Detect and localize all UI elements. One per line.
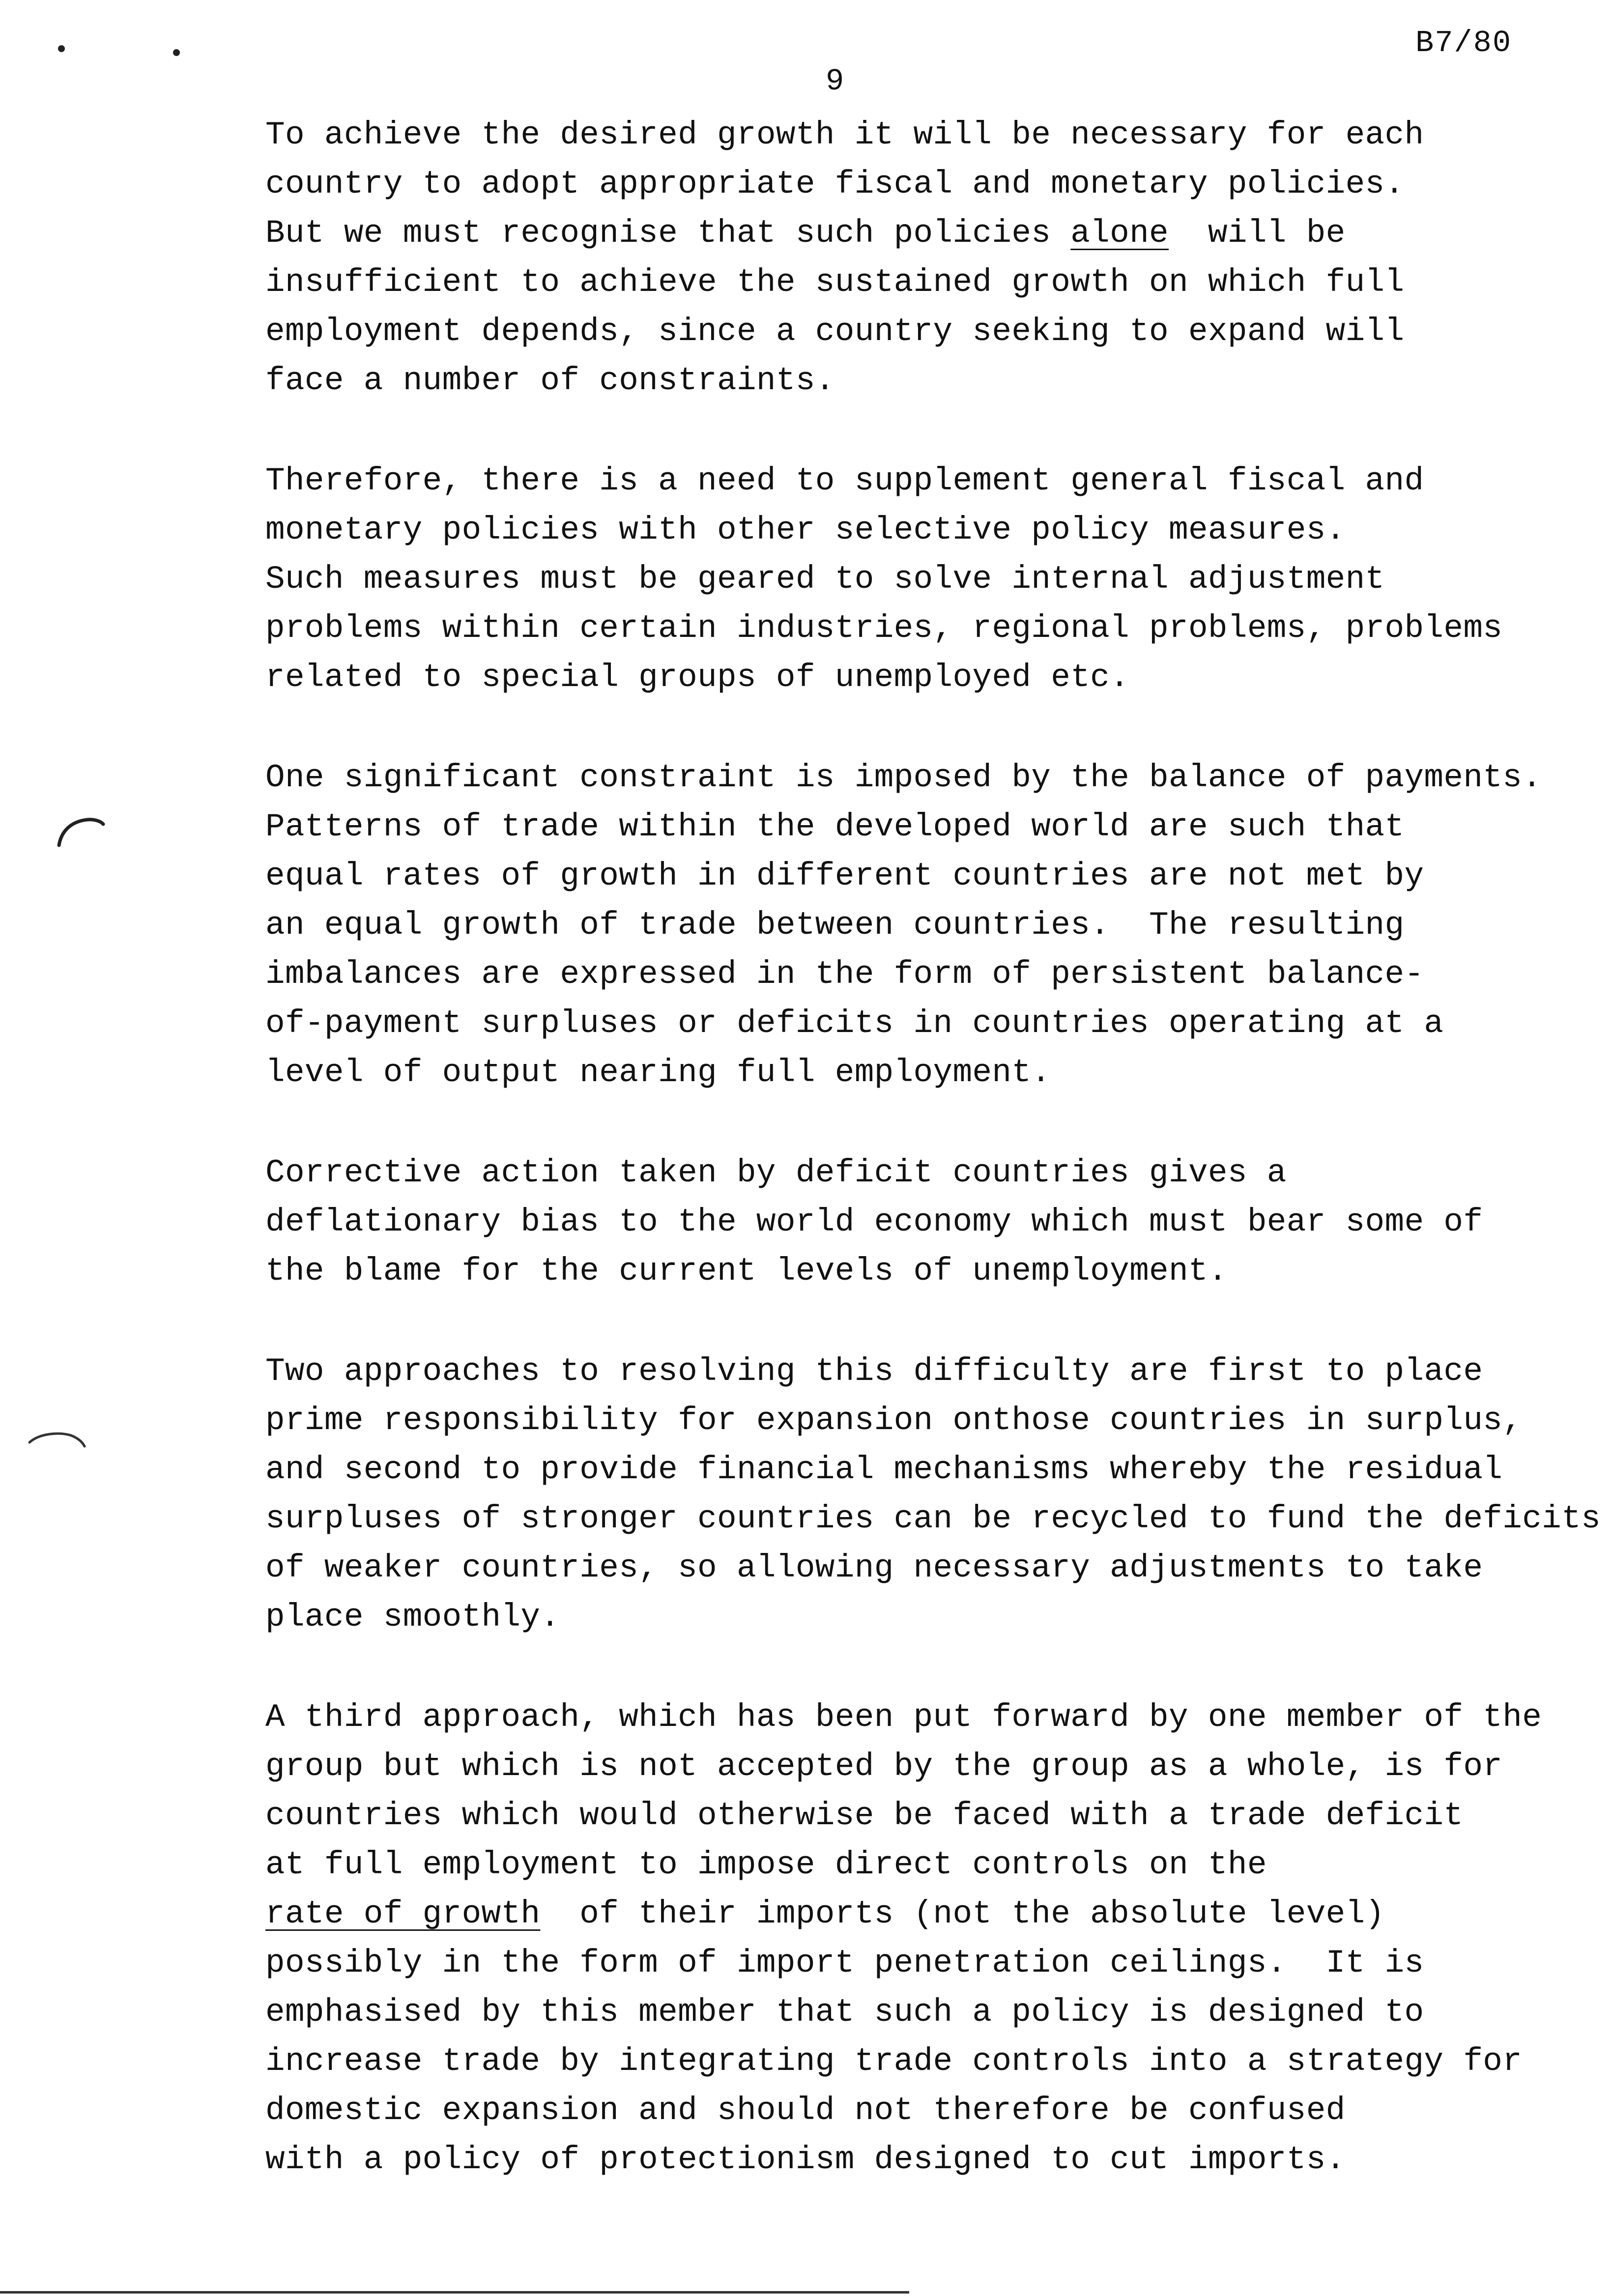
text-line: and second to provide financial mechanisms whereby the residual — [265, 1451, 1503, 1488]
paragraph-6 — [265, 1693, 1602, 2184]
text-line: domestic expansion and should not therefore be confused — [265, 2092, 1346, 2129]
document-body — [265, 111, 1602, 2236]
underlined-phrase: rate of growth — [265, 1895, 541, 1932]
text-line: problems within certain industries, regional problems, problems — [265, 610, 1503, 647]
text-line: Two approaches to resolving this difficulty are first to place — [265, 1353, 1483, 1390]
text-line: One significant constraint is imposed by the balance of payments. — [265, 759, 1542, 796]
text-line: the blame for the current levels of unemployment. — [265, 1253, 1228, 1290]
paragraph-4 — [265, 1148, 1602, 1296]
scan-dot-2 — [173, 49, 180, 56]
text-line: with a policy of protectionism designed to cut imports. — [265, 2141, 1346, 2178]
text-line: at full employment to impose direct controls on the — [265, 1846, 1267, 1883]
text-line: face a number of constraints. — [265, 362, 835, 399]
text-line: level of output nearing full employment. — [265, 1054, 1051, 1091]
paragraph-2 — [265, 457, 1602, 702]
text-line: deflationary bias to the world economy which must bear some of — [265, 1204, 1483, 1240]
text-line: possibly in the form of import penetration ceilings. It is — [265, 1945, 1424, 1981]
text-line: prime responsibility for expansion onthose countries in surplus, — [265, 1402, 1523, 1439]
reference-code: B7/80 — [1415, 26, 1512, 60]
text-line: emphasised by this member that such a policy is designed to — [265, 1994, 1424, 2031]
text-line: country to adopt appropriate fiscal and monetary policies. — [265, 166, 1405, 202]
text-line: equal rates of growth in different countries are not met by — [265, 858, 1424, 894]
text-line: To achieve the desired growth it will be necessary for each — [265, 116, 1424, 153]
text-line: surpluses of stronger countries can be recycled to fund the deficits — [265, 1500, 1601, 1537]
text-segment: will be — [1169, 215, 1346, 252]
text-line: countries which would otherwise be faced with a trade deficit — [265, 1797, 1464, 1834]
margin-mark-2 — [25, 1428, 93, 1452]
scan-dot-1 — [58, 45, 65, 52]
text-segment: of their imports (not the absolute level) — [540, 1895, 1385, 1932]
page-number: 9 — [826, 64, 844, 99]
text-line — [265, 1890, 1602, 1939]
text-line: Corrective action taken by deficit countries gives a — [265, 1154, 1287, 1191]
text-line: related to special groups of unemployed etc. — [265, 659, 1130, 696]
text-line: an equal growth of trade between countries. The resulting — [265, 907, 1405, 944]
text-line: employment depends, since a country seeking to expand will — [265, 313, 1405, 350]
text-line: group but which is not accepted by the group as a whole, is for — [265, 1748, 1503, 1785]
text-line: place smoothly. — [265, 1599, 560, 1636]
paragraph-3 — [265, 753, 1602, 1097]
text-line: A third approach, which has been put forward by one member of the — [265, 1699, 1542, 1736]
text-line: increase trade by integrating trade controls into a strategy for — [265, 2043, 1523, 2080]
paragraph-1 — [265, 111, 1602, 405]
underlined-word: alone — [1070, 215, 1169, 252]
paragraph-5 — [265, 1347, 1602, 1642]
text-line: monetary policies with other selective policy measures. — [265, 512, 1346, 548]
text-line — [265, 209, 1602, 258]
text-line: of-payment surpluses or deficits in countries operating at a — [265, 1005, 1444, 1042]
text-segment: But we must recognise that such policies — [265, 215, 1071, 252]
text-line: Therefore, there is a need to supplement general fiscal and — [265, 462, 1424, 499]
margin-mark-1 — [54, 813, 108, 848]
text-line: Such measures must be geared to solve internal adjustment — [265, 561, 1385, 598]
text-line: Patterns of trade within the developed world are such that — [265, 808, 1405, 845]
footer-rule — [0, 2291, 909, 2294]
text-line: imbalances are expressed in the form of persistent balance- — [265, 956, 1424, 993]
text-line: of weaker countries, so allowing necessary adjustments to take — [265, 1550, 1483, 1586]
text-line: insufficient to achieve the sustained growth on which full — [265, 264, 1405, 301]
